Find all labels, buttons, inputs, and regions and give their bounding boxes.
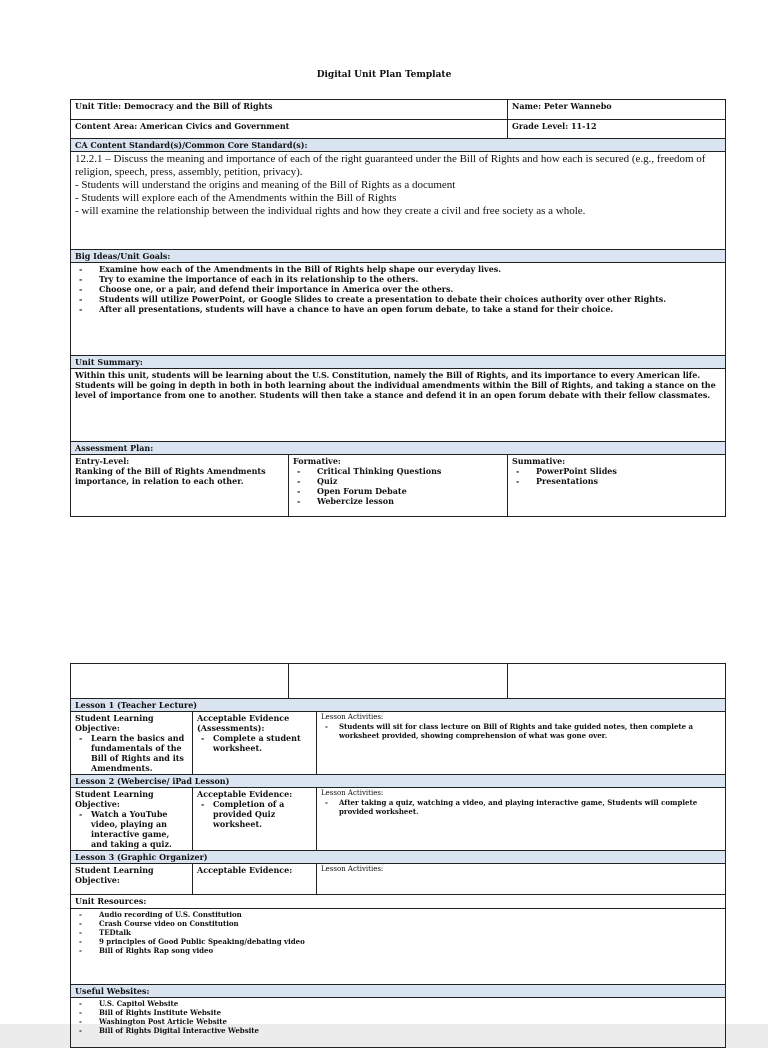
list-item: - U.S. Capitol Website: [75, 999, 721, 1008]
summary-label: Unit Summary:: [71, 356, 726, 369]
summary-text: Within this unit, students will be learning about the U.S. Constitution, namely the Bill of Rights, and its importance to every American life. Students will be going in depth in both in both learning about the individual amendments within the Bill of Rights, and taking a stance on the level of importance from one to another. Students will then take a stance and defend it in an open forum debate with their fellow classmates.: [71, 369, 726, 442]
websites-list: [71, 998, 726, 1048]
resources-list: [71, 909, 726, 985]
assessment-label: Assessment Plan:: [71, 442, 726, 455]
list-item: - 9 principles of Good Public Speaking/debating video: [75, 937, 721, 946]
list-item: - Bill of Rights Institute Website: [75, 1008, 721, 1017]
content-area: Content Area: American Civics and Government: [71, 120, 508, 139]
lessons-table: [70, 663, 726, 1048]
big-ideas-label: Big Ideas/Unit Goals:: [71, 250, 726, 263]
document-title: Digital Unit Plan Template: [316, 70, 452, 80]
lesson-3-objective: Student Learning Objective:: [71, 864, 193, 895]
formative-label: Formative:: [293, 456, 341, 466]
grade-level: Grade Level: 11-12: [508, 120, 726, 139]
summative-cell: [508, 455, 726, 517]
entry-level-label: Entry-Level:: [75, 456, 130, 466]
list-item: - Complete a student worksheet.: [197, 733, 312, 753]
lesson-2-objective: [71, 788, 193, 851]
list-item: - Open Forum Debate: [293, 486, 503, 496]
blank-cell: [289, 664, 508, 699]
list-item: - Examine how each of the Amendments in the Bill of Rights help shape our everyday lives.: [75, 264, 721, 274]
unit-title: Unit Title: Democracy and the Bill of Rights: [71, 100, 508, 120]
formative-cell: [289, 455, 508, 517]
list-item: - TEDtalk: [75, 928, 721, 937]
blank-cell: [71, 664, 289, 699]
list-item: - Bill of Rights Rap song video: [75, 946, 721, 955]
summative-label: Summative:: [512, 456, 566, 466]
blank-cell: [508, 664, 726, 699]
list-item: - Critical Thinking Questions: [293, 466, 503, 476]
lesson-3-title: Lesson 3 (Graphic Organizer): [71, 851, 726, 864]
list-item: - Washington Post Article Website: [75, 1017, 721, 1026]
list-item: - Learn the basics and fundamentals of the Bill of Rights and its Amendments.: [75, 733, 188, 773]
list-item: - Presentations: [512, 476, 721, 486]
entry-level-text: Ranking of the Bill of Rights Amendments importance, in relation to each other.: [75, 466, 266, 486]
list-item: - Crash Course video on Constitution: [75, 919, 721, 928]
list-item: - Webercize lesson: [293, 496, 503, 506]
list-item: - Bill of Rights Digital Interactive Website: [75, 1026, 721, 1035]
lesson-1-objective: [71, 712, 193, 775]
entry-level-cell: [71, 455, 289, 517]
unit-plan-table: [70, 99, 726, 517]
activities-label: Lesson Activities:: [321, 713, 384, 721]
lesson-1-activities: [317, 712, 726, 775]
websites-label: Useful Websites:: [71, 985, 726, 998]
lesson-3-evidence: Acceptable Evidence:: [193, 864, 317, 895]
list-item: - Completion of a provided Quiz worksheet.: [197, 799, 312, 829]
list-item: - Quiz: [293, 476, 503, 486]
lesson-2-title: Lesson 2 (Webercise/ iPad Lesson): [71, 775, 726, 788]
lesson-3-activities: Lesson Activities:: [317, 864, 726, 895]
objective-label: Student Learning Objective:: [75, 789, 154, 809]
list-item: - Watch a YouTube video, playing an interactive game, and taking a quiz.: [75, 809, 188, 849]
list-item: - Students will sit for class lecture on Bill of Rights and take guided notes, then complete a worksheet provided, showing comprehension of what was gone over.: [321, 722, 721, 740]
standards-line: - Students will understand the origins and meaning of the Bill of Rights as a document: [75, 179, 456, 191]
teacher-name: Name: Peter Wannebo: [508, 100, 726, 120]
list-item: - Choose one, or a pair, and defend their importance in America over the others.: [75, 284, 721, 294]
evidence-label: Acceptable Evidence:: [197, 789, 293, 799]
objective-label: Student Learning Objective:: [75, 713, 154, 733]
activities-label: Lesson Activities:: [321, 789, 384, 797]
list-item: - PowerPoint Slides: [512, 466, 721, 476]
lesson-1-title: Lesson 1 (Teacher Lecture): [71, 699, 726, 712]
standards-label: CA Content Standard(s)/Common Core Standard(s):: [71, 139, 726, 152]
list-item: - Audio recording of U.S. Constitution: [75, 910, 721, 919]
big-ideas-list: [71, 263, 726, 356]
standards-line: - Students will explore each of the Amendments within the Bill of Rights: [75, 192, 397, 204]
resources-label: Unit Resources:: [71, 895, 726, 909]
lesson-2-activities: [317, 788, 726, 851]
list-item: - After all presentations, students will have a chance to have an open forum debate, to take a stand for their choice.: [75, 304, 721, 314]
standards-text: [71, 152, 726, 250]
lesson-2-evidence: [193, 788, 317, 851]
lesson-1-evidence: [193, 712, 317, 775]
evidence-label: Acceptable Evidence (Assessments):: [197, 713, 290, 733]
list-item: - Try to examine the importance of each in its relationship to the others.: [75, 274, 721, 284]
standards-line: 12.2.1 – Discuss the meaning and importance of each of the right guaranteed under the Bill of Rights and how each is secured (e.g., freedom of religion, speech, press, assembly, petition, privacy).: [75, 153, 706, 178]
list-item: - After taking a quiz, watching a video, and playing interactive game, Students will complete provided worksheet.: [321, 798, 721, 816]
standards-line: - will examine the relationship between the individual rights and how they create a civil and free society as a whole.: [75, 205, 586, 217]
list-item: - Students will utilize PowerPoint, or Google Slides to create a presentation to debate their choices authority over other Rights.: [75, 294, 721, 304]
